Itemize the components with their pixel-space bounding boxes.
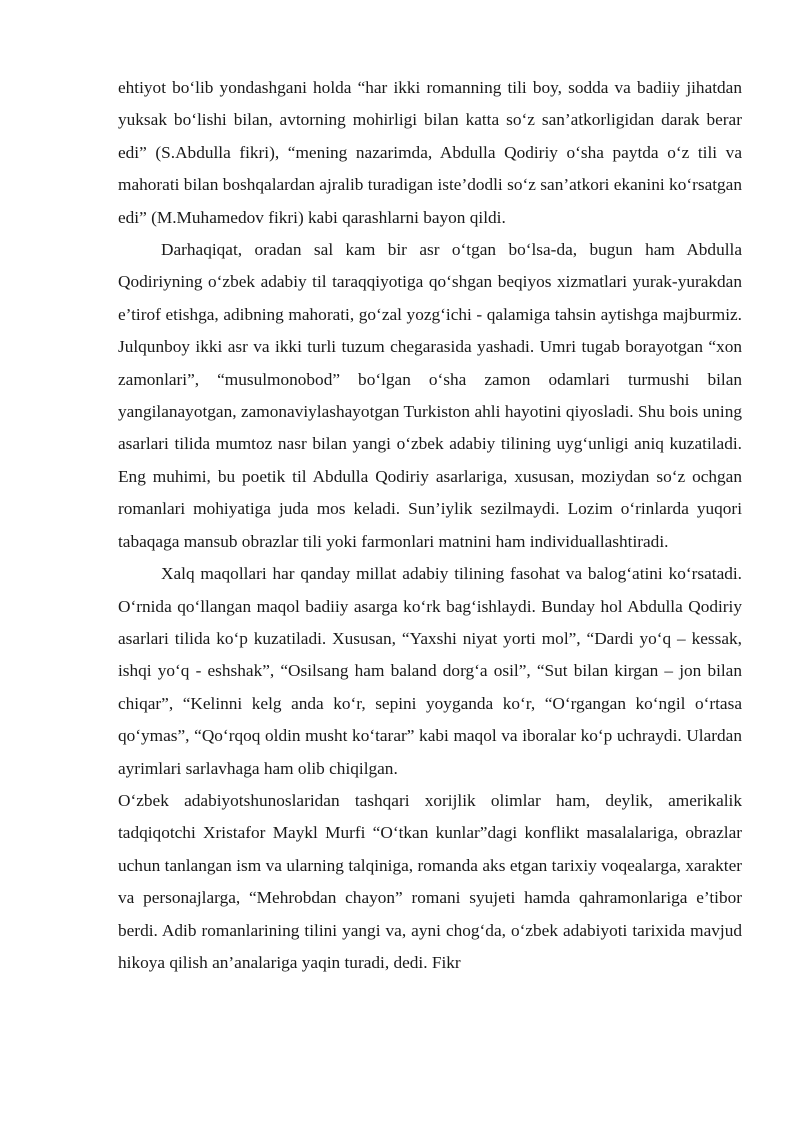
paragraph-darhaqiqat: Darhaqiqat, oradan sal kam bir asr o‘tgan bo‘lsa-da, bugun ham Abdulla Qodiriyning o‘zbek adabiy til taraqqiyotiga qo‘shgan beqiyos xizmatlari yurak-yurakdan e’tirof etishga, adibning mahorati, go‘zal yozg‘ichi - qalamiga tahsin aytishga majburmiz. Julqunboy ikki asr va ikki turli tuzum chegarasida yashadi. Umri tugab borayotgan “xon zamonlari”, “musulmonobod” bo‘lgan o‘sha zamon odamlari turmushi bilan yangilanayotgan, zamonaviylashayotgan Turkiston ahli hayotini qiyosladi. Shu bois uning asarlari tilida mumtoz nasr bilan yangi o‘zbek adabiy tilining uyg‘unligi aniq kuzatiladi. Eng muhimi, bu poetik til Abdulla Qodiriy asarlariga, xususan, moziydan so‘z ochgan romanlari mohiyatiga juda mos keladi. Sun’iylik sezilmaydi. Lozim o‘rinlarda yuqori tabaqaga mansub obrazlar tili yoki farmonlari matnini ham individuallashtiradi.	[118, 240, 742, 551]
document-page	[118, 72, 742, 979]
paragraph-xorijlik-olimlar: O‘zbek adabiyotshunoslaridan tashqari xorijlik olimlar ham, deylik, amerikalik tadqiqotchi Xristafor Maykl Murfi “O‘tkan kunlar”dagi konflikt masalalariga, obrazlar uchun tanlangan ism va ularning talqiniga, romanda aks etgan tarixiy voqealarga, xarakter va personajlarga, “Mehrobdan chayon” romani syujeti hamda qahramonlariga e’tibor berdi. Adib romanlarining tilini yangi va, ayni chog‘da, o‘zbek adabiyoti tarixida mavjud hikoya qilish an’analariga yaqin turadi, dedi. Fikr	[118, 790, 742, 972]
paragraph-xalq-maqollari: Xalq maqollari har qanday millat adabiy tilining fasohat va balog‘atini ko‘rsatadi. O‘rnida qo‘llangan maqol badiiy asarga ko‘rk bag‘ishlaydi. Bunday hol Abdulla Qodiriy asarlari tilida ko‘p kuzatiladi. Xususan, “Yaxshi niyat yorti mol”, “Dardi yo‘q – kessak, ishqi yo‘q - eshshak”, “Osilsang ham baland dorg‘a osil”, “Sut bilan kirgan – jon bilan chiqar”, “Kelinni kelg anda ko‘r, sepini yoyganda ko‘r, “O‘rgangan ko‘ngil o‘rtasa qo‘ymas”, “Qo‘rqoq oldin musht ko‘tarar” kabi maqol va iboralar ko‘p uchraydi. Ulardan ayrimlari sarlavhaga ham olib chiqilgan.	[118, 564, 742, 778]
paragraph-continuation: ehtiyot bo‘lib yondashgani holda “har ikki romanning tili boy, sodda va badiiy jihatdan yuksak bo‘lishi bilan, avtorning mohirligi bilan katta so‘z san’atkorligidan darak berar edi” (S.Abdulla fikri), “mening nazarimda, Abdulla Qodiriy o‘sha paytda o‘z tili va mahorati bilan boshqalardan ajralib turadigan iste’dodli so‘z san’atkori ekanini ko‘rsatgan edi” (M.Muhamedov fikri) kabi qarashlarni bayon qildi.	[118, 78, 742, 227]
